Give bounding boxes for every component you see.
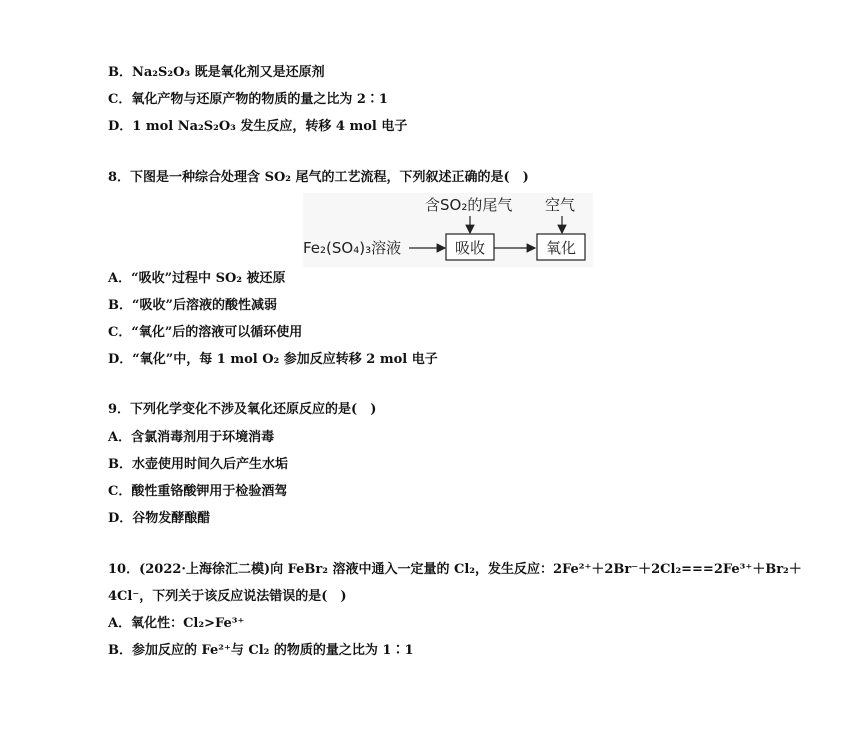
q8-option-c: C．“氧化”后的溶液可以循环使用	[108, 325, 303, 340]
q8-option-b: B．“吸收”后溶液的酸性减弱	[108, 298, 277, 313]
label-tail-gas: 含SO₂的尾气	[425, 196, 513, 214]
box-oxidize-label: 氧化	[546, 239, 577, 257]
q8-option-a: A．“吸收”过程中 SO₂ 被还原	[108, 271, 286, 286]
q10-option-b: B．参加反应的 Fe²⁺与 Cl₂ 的物质的量之比为 1∶1	[108, 643, 414, 658]
label-feed-solution: Fe₂(SO₄)₃溶液	[303, 239, 402, 257]
q7-option-d: D．1 mol Na₂S₂O₃ 发生反应，转移 4 mol 电子	[108, 119, 408, 134]
q10-option-a: A．氧化性：Cl₂>Fe³⁺	[108, 616, 245, 631]
q9-option-a: A．含氯消毒剂用于环境消毒	[108, 430, 275, 445]
q7-option-c: C．氧化产物与还原产物的物质的量之比为 2∶1	[108, 92, 388, 107]
q9-stem: 9．下列化学变化不涉及氧化还原反应的是( )	[108, 402, 377, 417]
q8-stem: 8．下图是一种综合处理含 SO₂ 尾气的工艺流程，下列叙述正确的是( )	[108, 170, 529, 185]
q10-stem-line1: 10．(2022·上海徐汇二模)向 FeBr₂ 溶液中通入一定量的 Cl₂，发生反应：2Fe²⁺＋2Br⁻＋2Cl₂===2Fe³⁺＋Br₂＋	[108, 562, 802, 577]
q9-option-d: D．谷物发酵酿醋	[108, 511, 211, 526]
q7-option-b: B．Na₂S₂O₃ 既是氧化剂又是还原剂	[108, 65, 325, 80]
process-flow-diagram	[303, 193, 593, 267]
q9-option-b: B．水壶使用时间久后产生水垢	[108, 457, 288, 472]
q8-option-d: D．“氧化”中，每 1 mol O₂ 参加反应转移 2 mol 电子	[108, 352, 438, 367]
q10-stem-line2: 4Cl⁻，下列关于该反应说法错误的是( )	[108, 589, 347, 604]
box-absorb-label: 吸收	[455, 239, 486, 257]
label-air: 空气	[545, 196, 576, 214]
q9-option-c: C．酸性重铬酸钾用于检验酒驾	[108, 484, 288, 499]
